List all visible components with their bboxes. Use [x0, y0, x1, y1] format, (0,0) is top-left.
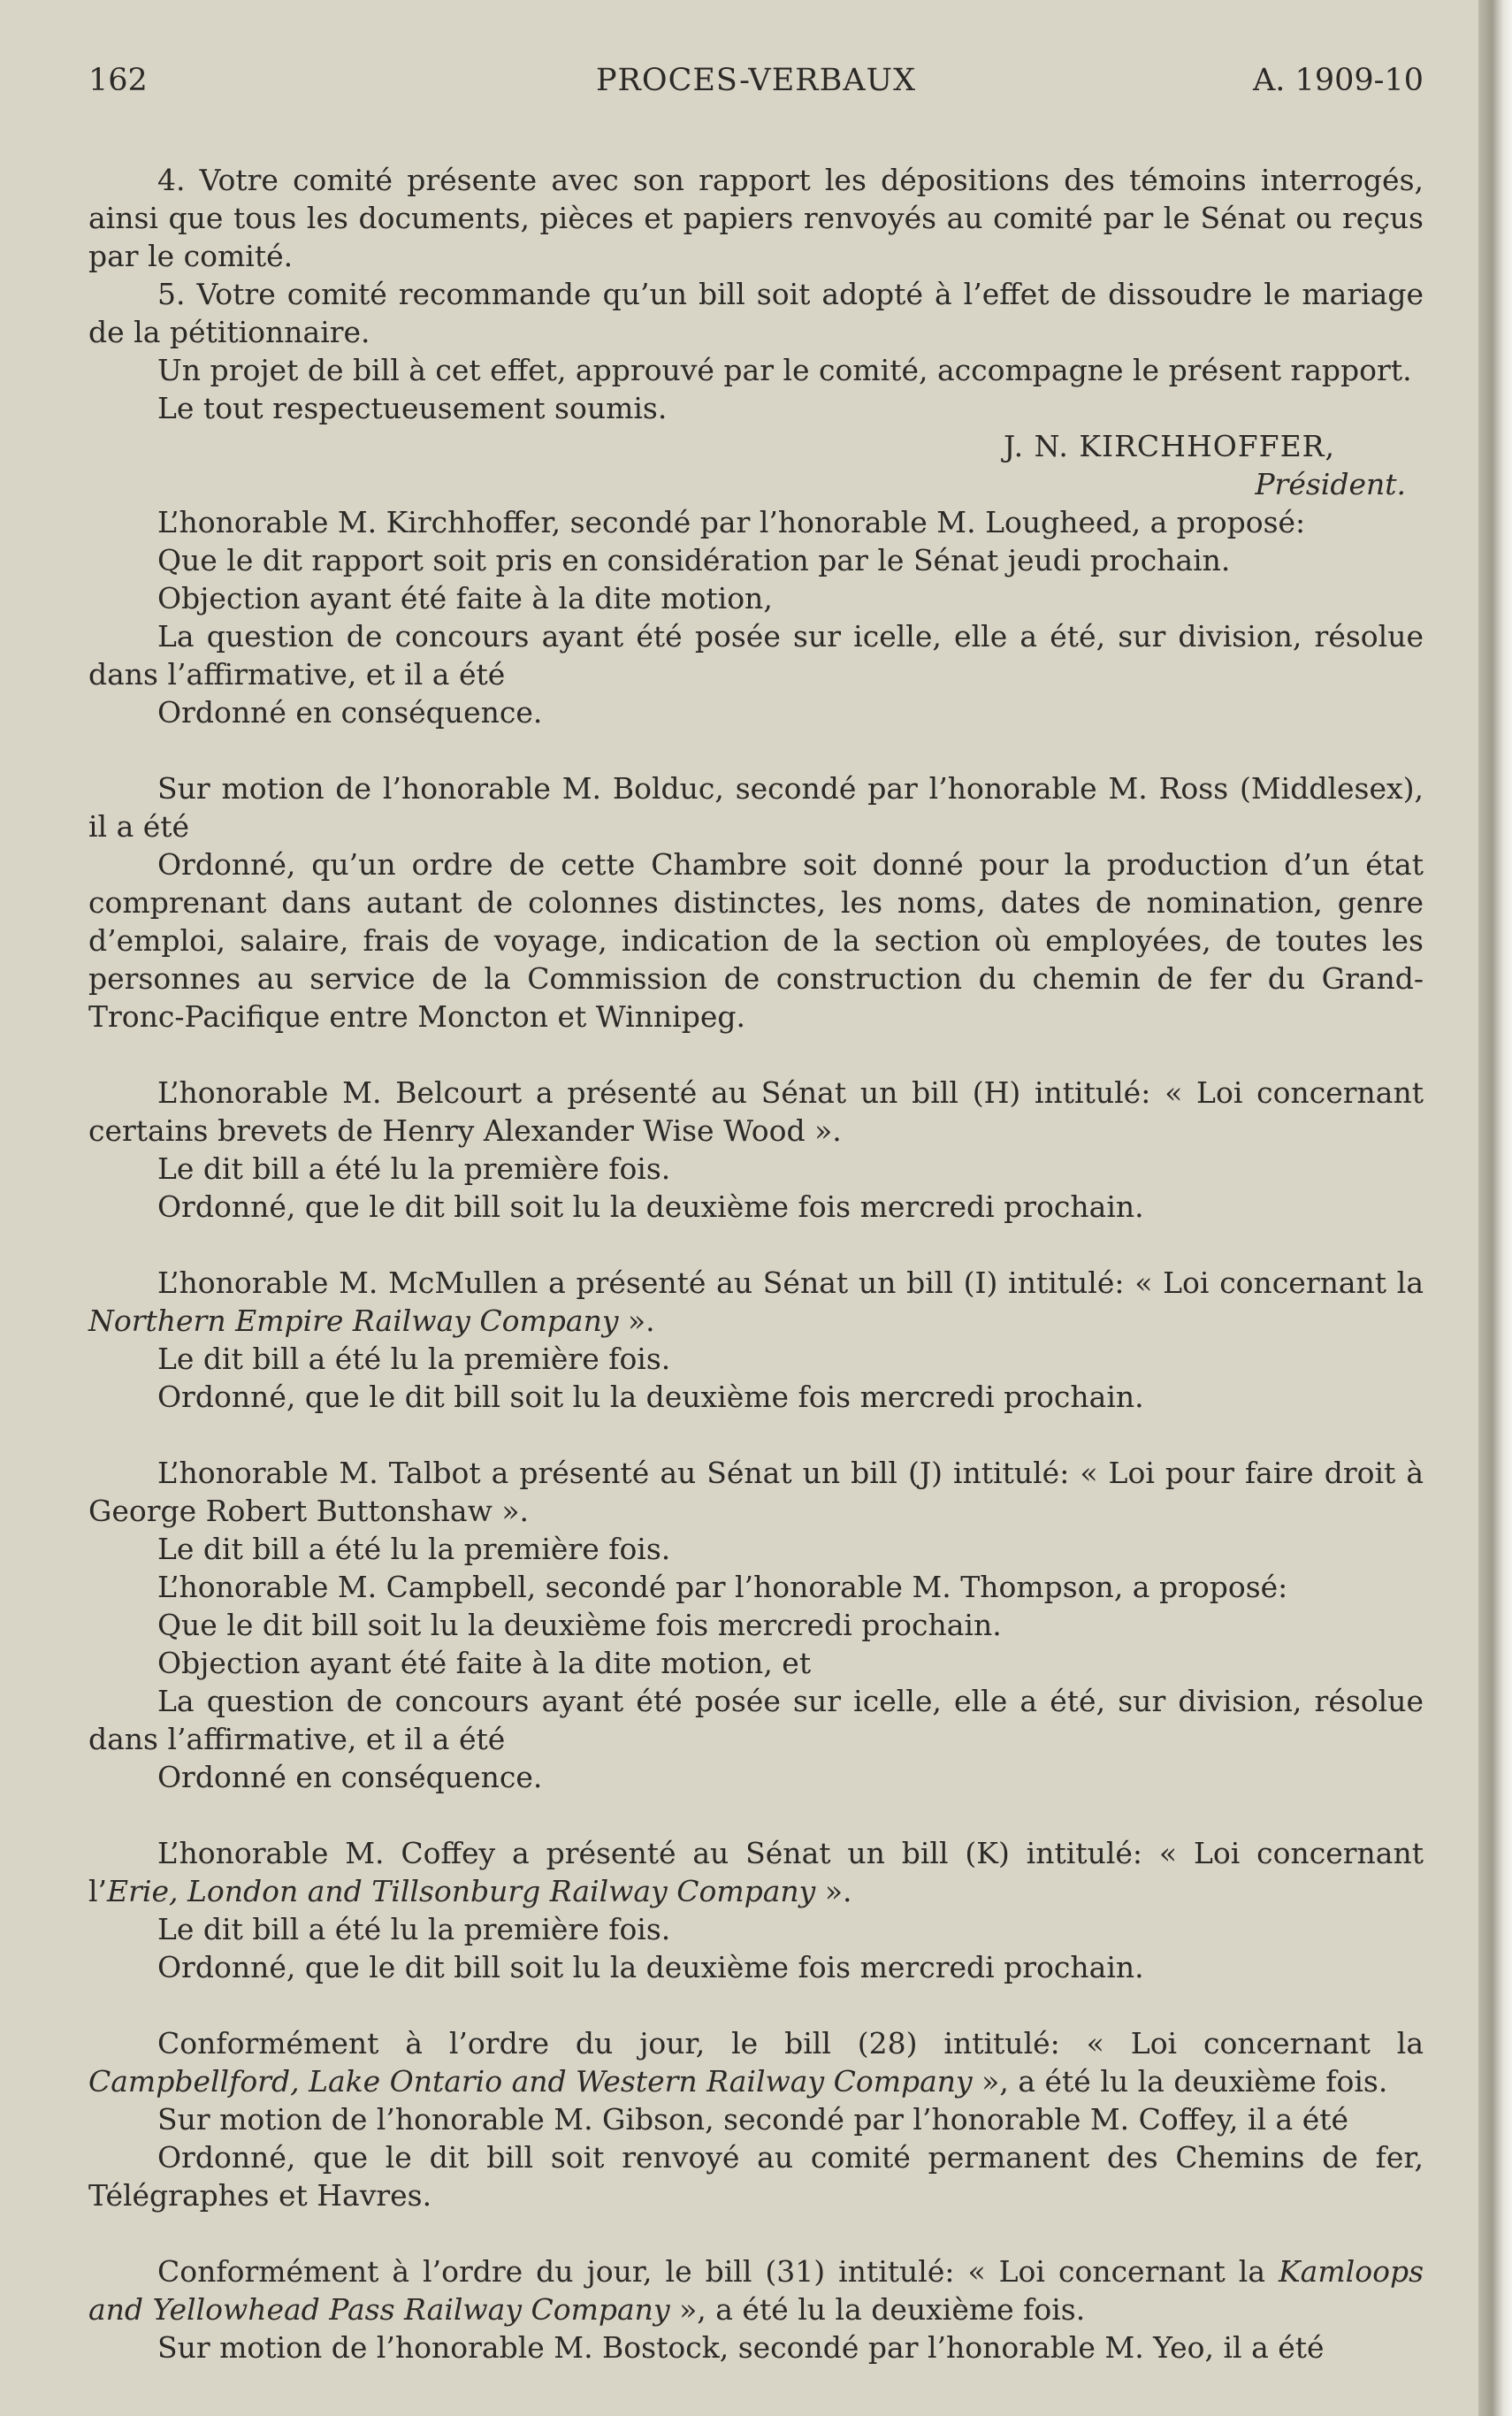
report-item-5: 5. Votre comité recommande qu’un bill soit adopté à l’effet de dissoudre le mariage de la pétitionnaire. — [88, 277, 1424, 349]
billI-text: L’honorable M. McMullen a présenté au Sénat un bill (I) intitulé: « Loi concernant la — [157, 1265, 1424, 1300]
billH-line: L’honorable M. Belcourt a présenté au Sénat un bill (H) intitulé: « Loi concernant certains brevets de Henry Alexander Wise Wood ». — [88, 1075, 1424, 1148]
billH-line: Le dit bill a été lu la première fois. — [157, 1151, 671, 1186]
billJ-line: Le dit bill a été lu la première fois. — [157, 1532, 671, 1566]
billJ-line: Ordonné en conséquence. — [157, 1760, 543, 1794]
motion2-line: Sur motion de l’honorable M. Bolduc, secondé par l’honorable M. Ross (Middlesex), il a été — [88, 771, 1424, 844]
billK-line — [88, 1834, 1424, 1910]
signature-title: Président. — [1255, 467, 1406, 501]
bill28-line: Sur motion de l’honorable M. Gibson, secondé par l’honorable M. Coffey, il a été — [157, 2102, 1349, 2137]
billJ-line: Que le dit bill soit lu la deuxième fois mercredi prochain. — [157, 1608, 1002, 1642]
bill28-company: Campbellford, Lake Ontario and Western Railway Company — [88, 2064, 973, 2099]
bill28-line: Ordonné, que le dit bill soit renvoyé au comité permanent des Chemins de fer, Télégraphes et Havres. — [88, 2140, 1424, 2213]
bill31-text-end: », a été lu la deuxième fois. — [669, 2292, 1086, 2327]
page-content — [88, 62, 1424, 2366]
signature-name: J. N. KIRCHHOFFER, — [1003, 429, 1335, 463]
page-header — [88, 62, 1424, 115]
billJ-line: La question de concours ayant été posée sur icelle, elle a été, sur division, résolue dans l’affirmative, et il a été — [88, 1684, 1424, 1756]
motion1-line: L’honorable M. Kirchhoffer, secondé par l’honorable M. Lougheed, a proposé: — [157, 505, 1306, 539]
bill28-text-end: », a été lu la deuxième fois. — [972, 2064, 1388, 2099]
billJ-line: L’honorable M. Campbell, secondé par l’honorable M. Thompson, a proposé: — [157, 1570, 1288, 1604]
billK-text: L’honorable M. Coffey a présenté au Sénat un bill (K) intitulé: « Loi concernant l’ — [88, 1836, 1424, 1908]
billI-line: Le dit bill a été lu la première fois. — [157, 1342, 671, 1376]
motion1-line: Objection ayant été faite à la dite motion, — [157, 581, 773, 615]
bill28-text: Conformément à l’ordre du jour, le bill (28) intitulé: « Loi concernant la — [157, 2026, 1424, 2060]
page-edge — [1478, 0, 1512, 2416]
billI-line: Ordonné, que le dit bill soit lu la deuxième fois mercredi prochain. — [157, 1380, 1144, 1414]
billJ-line: Objection ayant été faite à la dite motion, et — [157, 1646, 812, 1680]
billI-text-end: ». — [618, 1304, 655, 1338]
bill31-line: Sur motion de l’honorable M. Bostock, secondé par l’honorable M. Yeo, il a été — [157, 2330, 1325, 2365]
bill31-company: Kamloops and Yellowhead Pass Railway Company — [88, 2254, 1424, 2327]
billH-line: Ordonné, que le dit bill soit lu la deuxième fois mercredi prochain. — [157, 1189, 1144, 1224]
page-number: 162 — [88, 63, 148, 98]
billK-text-end: ». — [815, 1874, 852, 1908]
billK-line: Le dit bill a été lu la première fois. — [157, 1912, 671, 1946]
session-year: A. 1909-10 — [1253, 63, 1424, 98]
report-item-4: 4. Votre comité présente avec son rapport les dépositions des témoins interrogés, ainsi que tous les documents, pièces et papiers renvoyés au comité par le Sénat ou reçus par le comité. — [88, 163, 1424, 273]
report-bill-note: Un projet de bill à cet effet, approuvé par le comité, accompagne le présent rapport. — [157, 353, 1412, 387]
motion1-line: Ordonné en conséquence. — [157, 695, 543, 730]
motion1-line: La question de concours ayant été posée sur icelle, elle a été, sur division, résolue dans l’affirmative, et il a été — [88, 619, 1424, 692]
billI-line — [88, 1264, 1424, 1340]
bill31-line — [88, 2252, 1424, 2328]
billK-company: Erie, London and Tillsonburg Railway Company — [107, 1874, 816, 1908]
report-submitted: Le tout respectueusement soumis. — [157, 391, 668, 425]
billK-line: Ordonné, que le dit bill soit lu la deuxième fois mercredi prochain. — [157, 1950, 1144, 1984]
page-body — [88, 161, 1424, 2366]
running-title: PROCES-VERBAUX — [595, 63, 917, 98]
bill31-text: Conformément à l’ordre du jour, le bill (31) intitulé: « Loi concernant la — [157, 2254, 1279, 2289]
motion1-line: Que le dit rapport soit pris en considération par le Sénat jeudi prochain. — [157, 543, 1231, 577]
billI-company: Northern Empire Railway Company — [88, 1304, 619, 1338]
billJ-line: L’honorable M. Talbot a présenté au Sénat un bill (J) intitulé: « Loi pour faire droit à George Robert Buttonshaw ». — [88, 1456, 1424, 1528]
motion2-line: Ordonné, qu’un ordre de cette Chambre soit donné pour la production d’un état comprenant dans autant de colonnes distinctes, les noms, dates de nomination, genre d’emploi, salaire, frais de voyage, indication de la section où employées, de toutes les personnes au service de la Commission de construction du chemin de fer du Grand-Tronc-Pacifique entre Moncton et Winnipeg. — [88, 847, 1424, 1034]
bill28-line — [88, 2024, 1424, 2100]
